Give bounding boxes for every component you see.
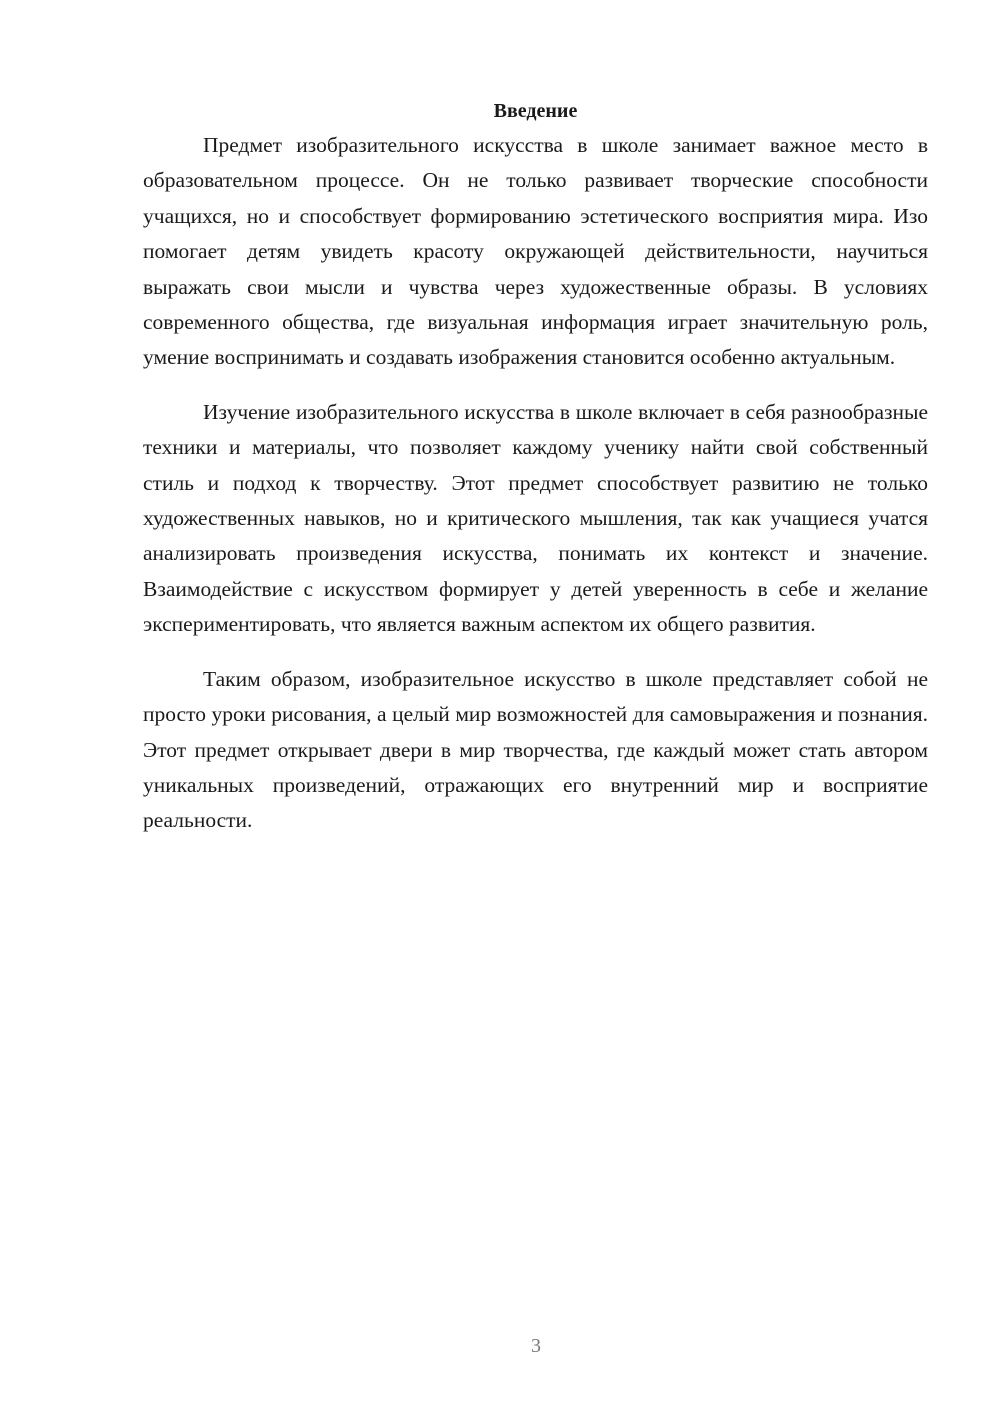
page-number: 3 [531, 1335, 541, 1357]
page-content [143, 96, 928, 858]
section-heading: Введение [493, 100, 578, 122]
paragraph-2: Изучение изобразительного искусства в школе включает в себя разнообразные техники и материалы, что позволяет каждому ученику найти свой собственный стиль и подход к творчеству. Этот предмет способствует развитию не только художественных навыков, но и критического мышления, так как учащиеся учатся анализировать произведения искусства, понимать их контекст и значение. Взаимодействие с искусством формирует у детей уверенность в себе и желание экспериментировать, что является важным аспектом их общего развития. [143, 399, 928, 637]
paragraph-3: Таким образом, изобразительное искусство в школе представляет собой не просто уроки рисования, а целый мир возможностей для самовыражения и познания. Этот предмет открывает двери в мир творчества, где каждый может стать автором уникальных произведений, отражающих его внутренний мир и восприятие реальности. [143, 666, 928, 833]
paragraph-1: Предмет изобразительного искусства в школе занимает важное место в образовательном процессе. Он не только развивает творческие способности учащихся, но и способствует формированию эстетического восприятия мира. Изо помогает детям увидеть красоту окружающей действительности, научиться выражать свои мысли и чувства через художественные образы. В условиях современного общества, где визуальная информация играет значительную роль, умение воспринимать и создавать изображения становится особенно актуальным. [143, 133, 928, 370]
